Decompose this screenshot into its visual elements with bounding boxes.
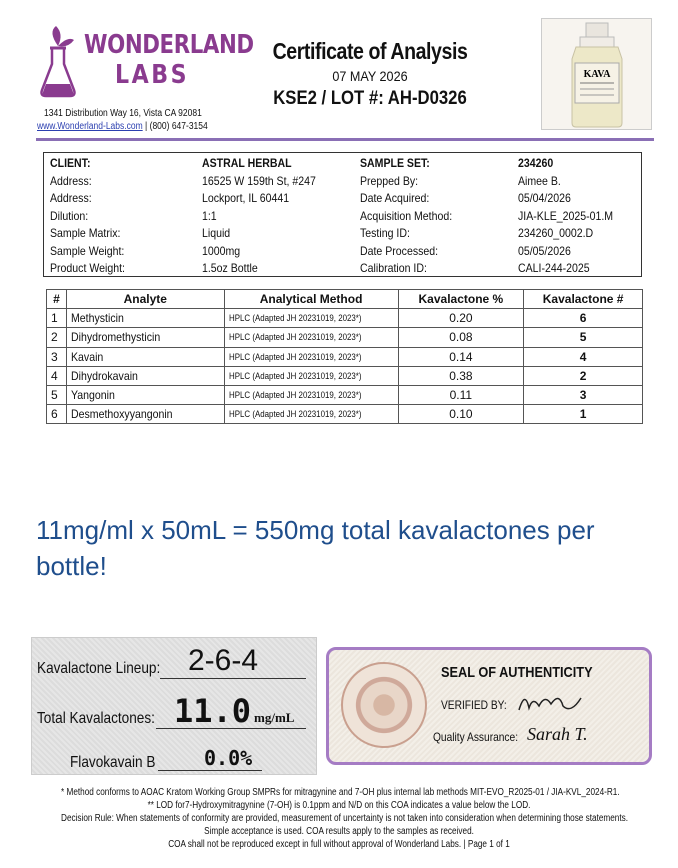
- report-date: 07 MAY 2026: [332, 68, 408, 84]
- footer-reproduction: COA shall not be reproduced except in full without approval of Wonderland Labs. | Page 1 of 1: [168, 839, 510, 850]
- product-photo: [541, 18, 652, 130]
- sample-set-value: 234260: [518, 156, 554, 170]
- footer-decision-rule: Decision Rule: When statements of conformity are provided, measurement of uncertainty is not taken into consideration when determining those statements.: [61, 813, 629, 824]
- kavalactone-pct: 0.14: [398, 347, 524, 366]
- col-header-pct: Kavalactone %: [398, 290, 524, 309]
- lot-number: KSE2 / LOT #: AH-D0326: [273, 88, 467, 109]
- total-label: Total Kavalactones:: [37, 710, 155, 727]
- lineup-label: Kavalactone Lineup:: [37, 660, 161, 677]
- flask-logo-icon: [38, 24, 78, 102]
- kavalactone-rank: 2: [524, 366, 643, 385]
- kavalactone-rank: 6: [524, 309, 643, 328]
- total-unit: mg/mL: [254, 710, 295, 725]
- product-weight-value: 1.5oz Bottle: [202, 261, 258, 275]
- total-callout: 11mg/ml x 50mL = 550mg total kavalactones per bottle!: [36, 515, 595, 581]
- weight-label: Sample Weight:: [50, 243, 125, 258]
- testing-label: Testing ID:: [360, 226, 410, 240]
- prepped-value: Aimee B.: [518, 173, 561, 188]
- verified-label: VERIFIED BY:: [441, 698, 507, 712]
- kavalactone-rank: 4: [524, 347, 643, 366]
- table-row: [47, 385, 643, 404]
- product-weight-label: Product Weight:: [50, 261, 125, 275]
- lab-phone: | (800) 647-3154: [145, 121, 208, 132]
- seal-emblem-icon: [341, 662, 427, 748]
- kavalactone-pct: 0.08: [398, 328, 524, 347]
- kavalactone-pct: 0.38: [398, 366, 524, 385]
- kavalactone-rank: 5: [524, 328, 643, 347]
- row-num: 4: [47, 366, 67, 385]
- summary-panel: [31, 637, 317, 775]
- sample-set-label: SAMPLE SET:: [360, 156, 430, 170]
- method-label: Acquisition Method:: [360, 208, 453, 223]
- processed-value: 05/05/2026: [518, 243, 571, 258]
- kavalactone-rank: 3: [524, 385, 643, 404]
- table-row: [47, 328, 643, 347]
- lab-contact: [37, 121, 208, 132]
- qa-signature: Sarah T.: [527, 724, 588, 744]
- client-value: ASTRAL HERBAL: [202, 156, 292, 170]
- page-title: Certificate of Analysis: [272, 38, 468, 64]
- total-value: 11.0: [174, 692, 252, 730]
- method-value: JIA-KLE_2025-01.M: [518, 208, 614, 223]
- brand-name-line1: WONDERLAND: [84, 30, 254, 60]
- table-row: [47, 309, 643, 328]
- analyte-name: Dihydromethysticin: [66, 328, 224, 347]
- calibration-value: CALI-244-2025: [518, 261, 590, 275]
- kavalactone-rank: 1: [524, 405, 643, 424]
- analyte-table: [46, 289, 643, 424]
- acquired-value: 05/04/2026: [518, 191, 571, 205]
- flavo-label: Flavokavain B: [70, 754, 156, 771]
- analyte-name: Kavain: [66, 347, 224, 366]
- address2-label: Address:: [50, 191, 92, 205]
- col-header-rank: Kavalactone #: [524, 290, 643, 309]
- address-label: Address:: [50, 173, 92, 188]
- acquired-label: Date Acquired:: [360, 191, 430, 205]
- analytical-method: HPLC (Adapted JH 20231019, 2023*): [224, 385, 398, 404]
- footer-lod-note: ** LOD for7-Hydroxymitragynine (7-OH) is 0.1ppm and N/D on this COA indicates a value below the LOD.: [147, 800, 531, 811]
- flavo-value: 0.0%: [204, 746, 253, 770]
- kavalactone-pct: 0.10: [398, 405, 524, 424]
- table-row: [47, 347, 643, 366]
- col-header-analyte: Analyte: [66, 290, 224, 309]
- dilution-label: Dilution:: [50, 208, 89, 223]
- analytical-method: HPLC (Adapted JH 20231019, 2023*): [224, 328, 398, 347]
- address-value: 16525 W 159th St, #247: [202, 173, 316, 188]
- table-row: [47, 366, 643, 385]
- product-label-text: KAVA: [583, 69, 611, 80]
- footer-acceptance: Simple acceptance is used. COA results apply to the samples as received.: [204, 826, 474, 837]
- footer-method-note: * Method conforms to AOAC Kratom Working Group SMPRs for mitragynine and 7-OH plus internal lab methods MIT-EVO_R2025-01 / JIA-KVL_2024-R1.: [61, 787, 620, 798]
- header-divider: [36, 138, 654, 141]
- website-link[interactable]: www.Wonderland-Labs.com: [37, 121, 143, 132]
- seal-title: SEAL OF AUTHENTICITY: [441, 664, 593, 681]
- analytical-method: HPLC (Adapted JH 20231019, 2023*): [224, 405, 398, 424]
- verified-signature: [515, 688, 585, 724]
- kavalactone-pct: 0.20: [398, 309, 524, 328]
- table-header-row: [47, 290, 643, 309]
- row-num: 6: [47, 405, 67, 424]
- analyte-name: Dihydrokavain: [66, 366, 224, 385]
- address2-value: Lockport, IL 60441: [202, 191, 290, 205]
- sample-info-box: [43, 152, 642, 277]
- analytical-method: HPLC (Adapted JH 20231019, 2023*): [224, 366, 398, 385]
- matrix-label: Sample Matrix:: [50, 226, 121, 240]
- kavalactone-pct: 0.11: [398, 385, 524, 404]
- brand-name-line2: LABS: [115, 60, 190, 90]
- qa-label: Quality Assurance:: [433, 730, 519, 744]
- row-num: 1: [47, 309, 67, 328]
- analyte-name: Yangonin: [66, 385, 224, 404]
- dilution-value: 1:1: [202, 208, 217, 223]
- matrix-value: Liquid: [202, 226, 231, 240]
- calibration-label: Calibration ID:: [360, 261, 427, 275]
- lab-address: 1341 Distribution Way 16, Vista CA 92081: [44, 108, 202, 119]
- client-label: CLIENT:: [50, 156, 91, 170]
- table-row: [47, 405, 643, 424]
- lineup-value: 2-6-4: [188, 644, 259, 677]
- testing-value: 234260_0002.D: [518, 226, 594, 240]
- analyte-name: Methysticin: [66, 309, 224, 328]
- row-num: 5: [47, 385, 67, 404]
- row-num: 3: [47, 347, 67, 366]
- col-header-method: Analytical Method: [224, 290, 398, 309]
- col-header-num: #: [47, 290, 67, 309]
- processed-label: Date Processed:: [360, 243, 439, 258]
- analytical-method: HPLC (Adapted JH 20231019, 2023*): [224, 309, 398, 328]
- analyte-name: Desmethoxyyangonin: [66, 405, 224, 424]
- analytical-method: HPLC (Adapted JH 20231019, 2023*): [224, 347, 398, 366]
- seal-panel: [326, 647, 652, 765]
- row-num: 2: [47, 328, 67, 347]
- prepped-label: Prepped By:: [360, 173, 419, 188]
- weight-value: 1000mg: [202, 243, 241, 258]
